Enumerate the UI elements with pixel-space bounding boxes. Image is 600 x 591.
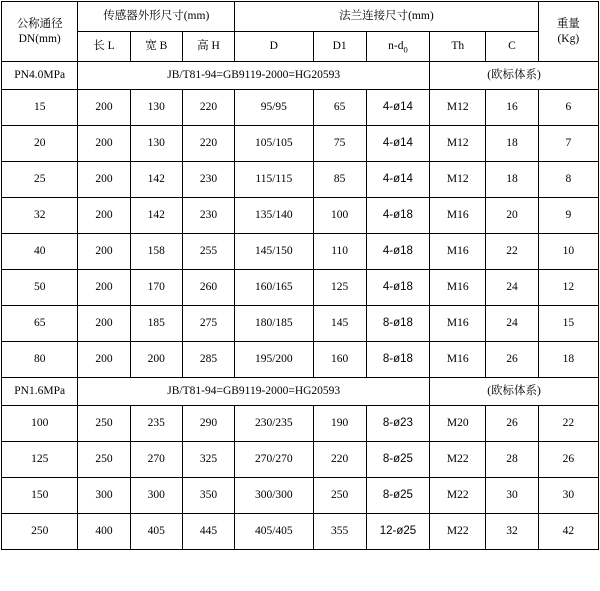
table-header-row-sub <box>2 32 599 62</box>
cell-c: 26 <box>486 342 538 378</box>
table-row <box>2 442 599 478</box>
table-row <box>2 90 599 126</box>
cell-c: 32 <box>486 514 538 550</box>
cell-height: 260 <box>182 270 234 306</box>
cell-d: 135/140 <box>235 198 313 234</box>
cell-d1: 125 <box>313 270 366 306</box>
cell-d1: 85 <box>313 162 366 198</box>
cell-width: 300 <box>130 478 182 514</box>
header-width: 宽 B <box>130 32 182 62</box>
cell-length: 200 <box>78 162 130 198</box>
cell-height: 285 <box>182 342 234 378</box>
cell-width: 130 <box>130 126 182 162</box>
cell-height: 230 <box>182 162 234 198</box>
specification-table <box>1 1 599 550</box>
cell-dn: 100 <box>2 406 78 442</box>
cell-dn: 250 <box>2 514 78 550</box>
cell-d: 300/300 <box>235 478 313 514</box>
cell-th: M12 <box>430 126 486 162</box>
table-row <box>2 126 599 162</box>
header-weight-line1: 重量 <box>556 18 580 31</box>
band-pressure-pn16: PN1.6MPa <box>2 378 78 406</box>
cell-weight: 30 <box>538 478 598 514</box>
cell-dn: 15 <box>2 90 78 126</box>
cell-dn: 40 <box>2 234 78 270</box>
band-row-pn40 <box>2 62 599 90</box>
cell-n-d0: 4-ø14 <box>366 126 429 162</box>
cell-weight: 7 <box>538 126 598 162</box>
cell-c: 24 <box>486 306 538 342</box>
cell-weight: 6 <box>538 90 598 126</box>
cell-d1: 160 <box>313 342 366 378</box>
cell-n-d0: 8-ø25 <box>366 442 429 478</box>
cell-width: 270 <box>130 442 182 478</box>
table-row <box>2 162 599 198</box>
cell-d1: 355 <box>313 514 366 550</box>
cell-length: 200 <box>78 306 130 342</box>
cell-length: 300 <box>78 478 130 514</box>
band-row-pn16 <box>2 378 599 406</box>
header-weight-line2: (Kg) <box>557 32 580 45</box>
cell-d: 270/270 <box>235 442 313 478</box>
cell-length: 200 <box>78 270 130 306</box>
cell-width: 130 <box>130 90 182 126</box>
cell-c: 20 <box>486 198 538 234</box>
cell-n-d0: 4-ø18 <box>366 198 429 234</box>
cell-th: M16 <box>430 306 486 342</box>
cell-d: 160/165 <box>235 270 313 306</box>
cell-n-d0: 8-ø23 <box>366 406 429 442</box>
header-length: 长 L <box>78 32 130 62</box>
cell-weight: 26 <box>538 442 598 478</box>
cell-th: M22 <box>430 478 486 514</box>
table-row <box>2 270 599 306</box>
header-n-d0-subscript: 0 <box>403 43 408 54</box>
cell-d1: 110 <box>313 234 366 270</box>
cell-d1: 65 <box>313 90 366 126</box>
cell-width: 158 <box>130 234 182 270</box>
header-n-d0-main: n-d <box>388 39 404 52</box>
cell-n-d0: 8-ø18 <box>366 342 429 378</box>
cell-width: 405 <box>130 514 182 550</box>
cell-c: 24 <box>486 270 538 306</box>
header-nominal-diameter-line2: DN(mm) <box>18 32 61 45</box>
table-row <box>2 478 599 514</box>
cell-dn: 32 <box>2 198 78 234</box>
cell-d1: 100 <box>313 198 366 234</box>
header-c: C <box>486 32 538 62</box>
cell-c: 22 <box>486 234 538 270</box>
cell-weight: 18 <box>538 342 598 378</box>
cell-width: 170 <box>130 270 182 306</box>
cell-d: 230/235 <box>235 406 313 442</box>
cell-th: M16 <box>430 198 486 234</box>
cell-length: 200 <box>78 198 130 234</box>
cell-th: M16 <box>430 342 486 378</box>
cell-d: 195/200 <box>235 342 313 378</box>
cell-d1: 75 <box>313 126 366 162</box>
header-nominal-diameter <box>2 2 78 62</box>
cell-width: 185 <box>130 306 182 342</box>
cell-height: 255 <box>182 234 234 270</box>
cell-th: M22 <box>430 514 486 550</box>
cell-th: M12 <box>430 162 486 198</box>
cell-height: 220 <box>182 90 234 126</box>
cell-length: 200 <box>78 126 130 162</box>
cell-c: 26 <box>486 406 538 442</box>
header-weight <box>538 2 598 62</box>
cell-n-d0: 4-ø14 <box>366 90 429 126</box>
header-group-sensor-dimensions: 传感器外形尺寸(mm) <box>78 2 235 32</box>
cell-length: 250 <box>78 406 130 442</box>
cell-d: 145/150 <box>235 234 313 270</box>
cell-length: 200 <box>78 90 130 126</box>
cell-n-d0: 4-ø14 <box>366 162 429 198</box>
header-nominal-diameter-line1: 公称通径 <box>16 18 63 31</box>
cell-n-d0: 12-ø25 <box>366 514 429 550</box>
band-standard-pn16: JB/T81-94=GB9119-2000=HG20593 <box>78 378 430 406</box>
cell-dn: 65 <box>2 306 78 342</box>
table-row <box>2 306 599 342</box>
cell-d1: 220 <box>313 442 366 478</box>
cell-c: 28 <box>486 442 538 478</box>
cell-dn: 25 <box>2 162 78 198</box>
cell-d: 105/105 <box>235 126 313 162</box>
cell-dn: 150 <box>2 478 78 514</box>
cell-d: 405/405 <box>235 514 313 550</box>
cell-d: 95/95 <box>235 90 313 126</box>
band-pressure-pn40: PN4.0MPa <box>2 62 78 90</box>
cell-height: 220 <box>182 126 234 162</box>
cell-th: M20 <box>430 406 486 442</box>
cell-dn: 80 <box>2 342 78 378</box>
table-row <box>2 406 599 442</box>
cell-width: 200 <box>130 342 182 378</box>
cell-length: 200 <box>78 342 130 378</box>
header-group-flange-dimensions: 法兰连接尺寸(mm) <box>235 2 539 32</box>
cell-d1: 145 <box>313 306 366 342</box>
cell-length: 200 <box>78 234 130 270</box>
cell-width: 235 <box>130 406 182 442</box>
header-d1: D1 <box>313 32 366 62</box>
cell-weight: 9 <box>538 198 598 234</box>
cell-th: M22 <box>430 442 486 478</box>
band-note-pn40: (欧标体系) <box>430 62 599 90</box>
cell-height: 275 <box>182 306 234 342</box>
cell-dn: 20 <box>2 126 78 162</box>
cell-c: 30 <box>486 478 538 514</box>
cell-height: 350 <box>182 478 234 514</box>
cell-weight: 15 <box>538 306 598 342</box>
cell-n-d0: 4-ø18 <box>366 270 429 306</box>
cell-width: 142 <box>130 162 182 198</box>
cell-d: 180/185 <box>235 306 313 342</box>
table-header-row-top <box>2 2 599 32</box>
cell-th: M12 <box>430 90 486 126</box>
cell-d1: 250 <box>313 478 366 514</box>
cell-length: 250 <box>78 442 130 478</box>
header-n-d0 <box>366 32 429 62</box>
cell-dn: 50 <box>2 270 78 306</box>
cell-dn: 125 <box>2 442 78 478</box>
cell-c: 16 <box>486 90 538 126</box>
cell-n-d0: 4-ø18 <box>366 234 429 270</box>
table-row <box>2 514 599 550</box>
band-standard-pn40: JB/T81-94=GB9119-2000=HG20593 <box>78 62 430 90</box>
cell-d: 115/115 <box>235 162 313 198</box>
cell-width: 142 <box>130 198 182 234</box>
cell-length: 400 <box>78 514 130 550</box>
cell-height: 325 <box>182 442 234 478</box>
table-row <box>2 234 599 270</box>
cell-height: 290 <box>182 406 234 442</box>
table-row <box>2 198 599 234</box>
header-d: D <box>235 32 313 62</box>
cell-d1: 190 <box>313 406 366 442</box>
cell-height: 445 <box>182 514 234 550</box>
header-height: 高 H <box>182 32 234 62</box>
cell-c: 18 <box>486 162 538 198</box>
cell-th: M16 <box>430 270 486 306</box>
cell-th: M16 <box>430 234 486 270</box>
cell-height: 230 <box>182 198 234 234</box>
cell-weight: 42 <box>538 514 598 550</box>
band-note-pn16: (欧标体系) <box>430 378 599 406</box>
cell-n-d0: 8-ø25 <box>366 478 429 514</box>
cell-weight: 10 <box>538 234 598 270</box>
cell-c: 18 <box>486 126 538 162</box>
table-row <box>2 342 599 378</box>
cell-weight: 22 <box>538 406 598 442</box>
header-th: Th <box>430 32 486 62</box>
cell-n-d0: 8-ø18 <box>366 306 429 342</box>
cell-weight: 12 <box>538 270 598 306</box>
cell-weight: 8 <box>538 162 598 198</box>
